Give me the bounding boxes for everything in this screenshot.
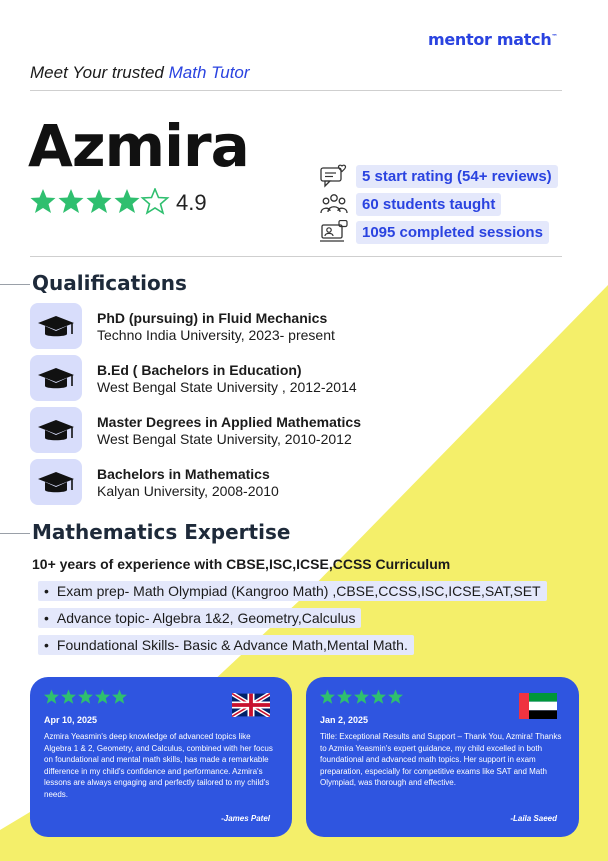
tutor-name: Azmira	[28, 112, 249, 180]
qualification-item	[30, 355, 357, 401]
expertise-bullet: • Advance topic- Algebra 1&2, Geometry,Calculus	[38, 608, 361, 628]
qualifications-title: Qualifications	[32, 271, 187, 295]
expertise-bullet-text: Exam prep- Math Olympiad (Kangroo Math) ,CBSE,CCSS,ISC,ICSE,SAT,SET	[56, 583, 541, 599]
uae-flag-icon	[519, 693, 557, 719]
expertise-bullet-text: Foundational Skills- Basic & Advance Math,Mental Math.	[56, 637, 408, 653]
review-date: Jan 2, 2025	[320, 715, 369, 725]
stat-rating	[320, 164, 558, 188]
review-text: Azmira Yeasmin's deep knowledge of advanced topics like Algebra 1 & 2, Geometry, and Calculus, combined with her focus on foundational and mental math skills, has made a remarkable difference in my child's confidence and performance. Azmira's lessons are always engaging and perfectly tailored to my child's needs.	[44, 732, 273, 799]
qualification-title: PhD (pursuing) in Fluid Mechanics	[97, 309, 328, 326]
qualification-title: B.Ed ( Bachelors in Education)	[97, 361, 302, 378]
expertise-title: Mathematics Expertise	[32, 520, 291, 544]
stat-sessions	[320, 220, 549, 244]
expertise-bullet-text: Advance topic- Algebra 1&2, Geometry,Calculus	[56, 610, 356, 626]
qualification-title: Master Degrees in Applied Mathematics	[97, 413, 362, 430]
graduation-cap-icon	[30, 355, 82, 401]
review-author: -James Patel	[221, 814, 270, 823]
qualifications-rule	[0, 284, 30, 285]
mentor-match-logo: mentor match™	[428, 30, 558, 49]
expertise-headline: 10+ years of experience with CBSE,ISC,ICSE,CCSS Curriculum	[32, 556, 451, 572]
qualification-institution: Techno India University, 2023- present	[97, 326, 335, 343]
chat-heart-icon	[320, 164, 348, 188]
uk-flag-icon	[232, 693, 270, 717]
expertise-rule	[0, 533, 30, 534]
group-icon	[320, 192, 348, 216]
tagline-accent: Math Tutor	[168, 63, 250, 82]
star-rating-icon	[30, 188, 170, 216]
online-session-icon	[320, 220, 348, 244]
stat-students	[320, 192, 501, 216]
qualification-title: Bachelors in Mathematics	[97, 465, 270, 482]
qualification-item	[30, 459, 279, 505]
header-divider	[30, 90, 562, 91]
tagline	[30, 63, 250, 83]
stat-sessions-label: 1095 completed sessions	[356, 221, 549, 244]
tagline-prefix: Meet Your trusted	[30, 63, 169, 82]
rating-stars	[30, 188, 170, 216]
review-text: Title: Exceptional Results and Support – Thank You, Azmira! Thanks to Azmira Yeasmin's expert guidance, my child excelled in both foundational and advanced math topics. Her support in exam preparation, especially for competitive exams like SAT and Math Olympiad, was thorough and effective.	[320, 732, 562, 787]
qualification-institution: West Bengal State University , 2012-2014	[97, 378, 357, 395]
review-card	[306, 677, 579, 837]
graduation-cap-icon	[30, 407, 82, 453]
qualification-item	[30, 407, 361, 453]
five-star-icon	[320, 689, 404, 705]
review-date: Apr 10, 2025	[44, 715, 98, 725]
qualification-item	[30, 303, 335, 349]
expertise-bullet: • Foundational Skills- Basic & Advance Math,Mental Math.	[38, 635, 414, 655]
review-card	[30, 677, 292, 837]
qualification-institution: West Bengal State University, 2010-2012	[97, 430, 352, 447]
stat-rating-label: 5 start rating (54+ reviews)	[356, 165, 558, 188]
qualification-institution: Kalyan University, 2008-2010	[97, 482, 279, 499]
expertise-bullet: • Exam prep- Math Olympiad (Kangroo Math) ,CBSE,CCSS,ISC,ICSE,SAT,SET	[38, 581, 547, 601]
graduation-cap-icon	[30, 303, 82, 349]
review-author: -Laila Saeed	[510, 814, 557, 823]
graduation-cap-icon	[30, 459, 82, 505]
rating-value: 4.9	[176, 190, 207, 215]
stat-students-label: 60 students taught	[356, 193, 501, 216]
five-star-icon	[44, 689, 128, 705]
profile-divider	[30, 256, 562, 257]
